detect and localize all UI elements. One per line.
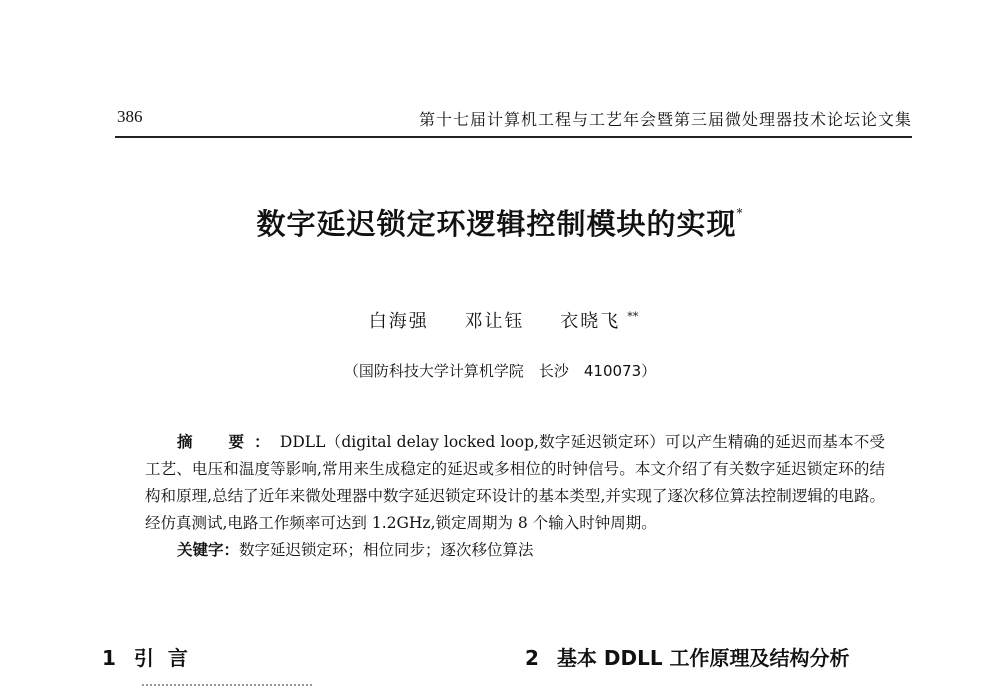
author-mark: ** (627, 310, 639, 323)
header-rule (115, 136, 912, 138)
section-heading-2 (525, 642, 850, 671)
section-title: 基本 DDLL 工作原理及结构分析 (556, 646, 850, 670)
running-header: 第十七届计算机工程与工艺年会暨第三届微处理器技术论坛论文集 (418, 110, 912, 129)
keywords-label: 关键字： (177, 541, 240, 559)
section-heading-1 (102, 642, 202, 671)
abstract-text: DDLL（digital delay locked loop,数字延迟锁定环）可以产生精确的延迟而基本不受工艺、电压和温度等影响,常用来生成稳定的延迟或多相位的时钟信号。本文介绍了有关数字延迟锁定环的结构和原理,总结了近年来微处理器中数字延迟锁定环设计的基本类型,并实现了逐次移位算法控制逻辑的电路。经仿真测试,电路工作频率可达到 1.2GHz,锁定周期为 8 个输入时钟周期。 (145, 433, 885, 532)
cutoff-text-line (142, 684, 312, 696)
abstract-paragraph (145, 428, 885, 537)
paper-title (0, 202, 1000, 243)
author-name: 衣晓飞 (560, 311, 621, 332)
author-name: 白海强 (368, 311, 429, 332)
affiliation: （国防科技大学计算机学院 长沙 410073） (343, 362, 657, 380)
section-title: 引言 (133, 646, 202, 670)
abstract-block (145, 428, 885, 564)
section-number: 1 (102, 646, 116, 670)
author-name: 邓让钰 (464, 311, 525, 332)
keywords-text: 数字延迟锁定环；相位同步；逐次移位算法 (239, 541, 534, 559)
paper-title-text: 数字延迟锁定环逻辑控制模块的实现 (256, 207, 737, 241)
author (458, 311, 532, 332)
author-list (0, 307, 1000, 333)
author (553, 311, 638, 332)
page-number: 386 (117, 107, 143, 126)
abstract-label: 摘 要： (177, 432, 280, 451)
title-footnote-mark: * (736, 206, 744, 221)
section-number: 2 (525, 646, 539, 670)
keywords-line (145, 537, 885, 564)
author (362, 311, 436, 332)
